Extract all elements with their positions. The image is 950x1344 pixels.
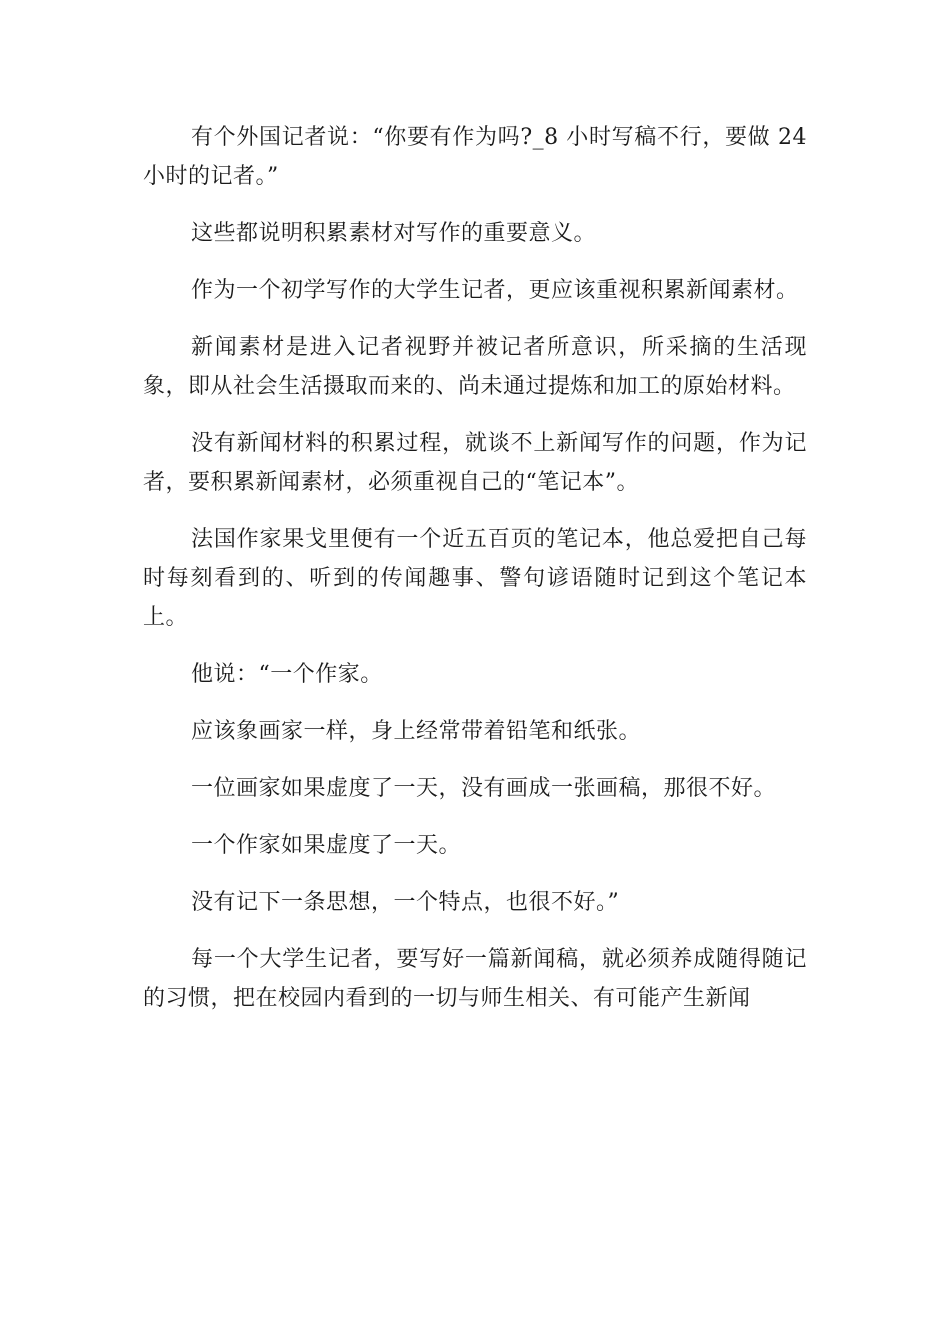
paragraph-9: 一位画家如果虚度了一天，没有画成一张画稿，那很不好。 [191,776,777,801]
paragraph-8: 应该象画家一样，身上经常带着铅笔和纸张。 [191,719,642,744]
paragraph-11: 没有记下一条思想，一个特点，也很不好。” [191,890,620,915]
paragraph-10: 一个作家如果虚度了一天。 [191,833,462,858]
paragraph-12: 每一个大学生记者，要写好一篇新闻稿，就必须养成随得随记的习惯，把在校园内看到的一切与师生相关、有可能产生新闻 [143,947,807,1011]
paragraph-7: 他说：“一个作家。 [191,662,383,687]
paragraph-1: 有个外国记者说：“你要有作为吗?_8 小时写稿不行，要做 24 小时的记者。” [143,125,807,189]
document-body [143,118,807,1036]
paragraph-3: 作为一个初学写作的大学生记者，更应该重视积累新闻素材。 [191,278,799,303]
paragraph-4: 新闻素材是进入记者视野并被记者所意识，所采摘的生活现象，即从社会生活摄取而来的、尚未通过提炼和加工的原始材料。 [143,335,807,399]
paragraph-2: 这些都说明积累素材对写作的重要意义。 [191,221,597,246]
paragraph-5: 没有新闻材料的积累过程，就谈不上新闻写作的问题，作为记者，要积累新闻素材，必须重视自己的“笔记本”。 [143,431,807,495]
paragraph-6: 法国作家果戈里便有一个近五百页的笔记本，他总爱把自己每时每刻看到的、听到的传闻趣事、警句谚语随时记到这个笔记本上。 [143,527,807,630]
